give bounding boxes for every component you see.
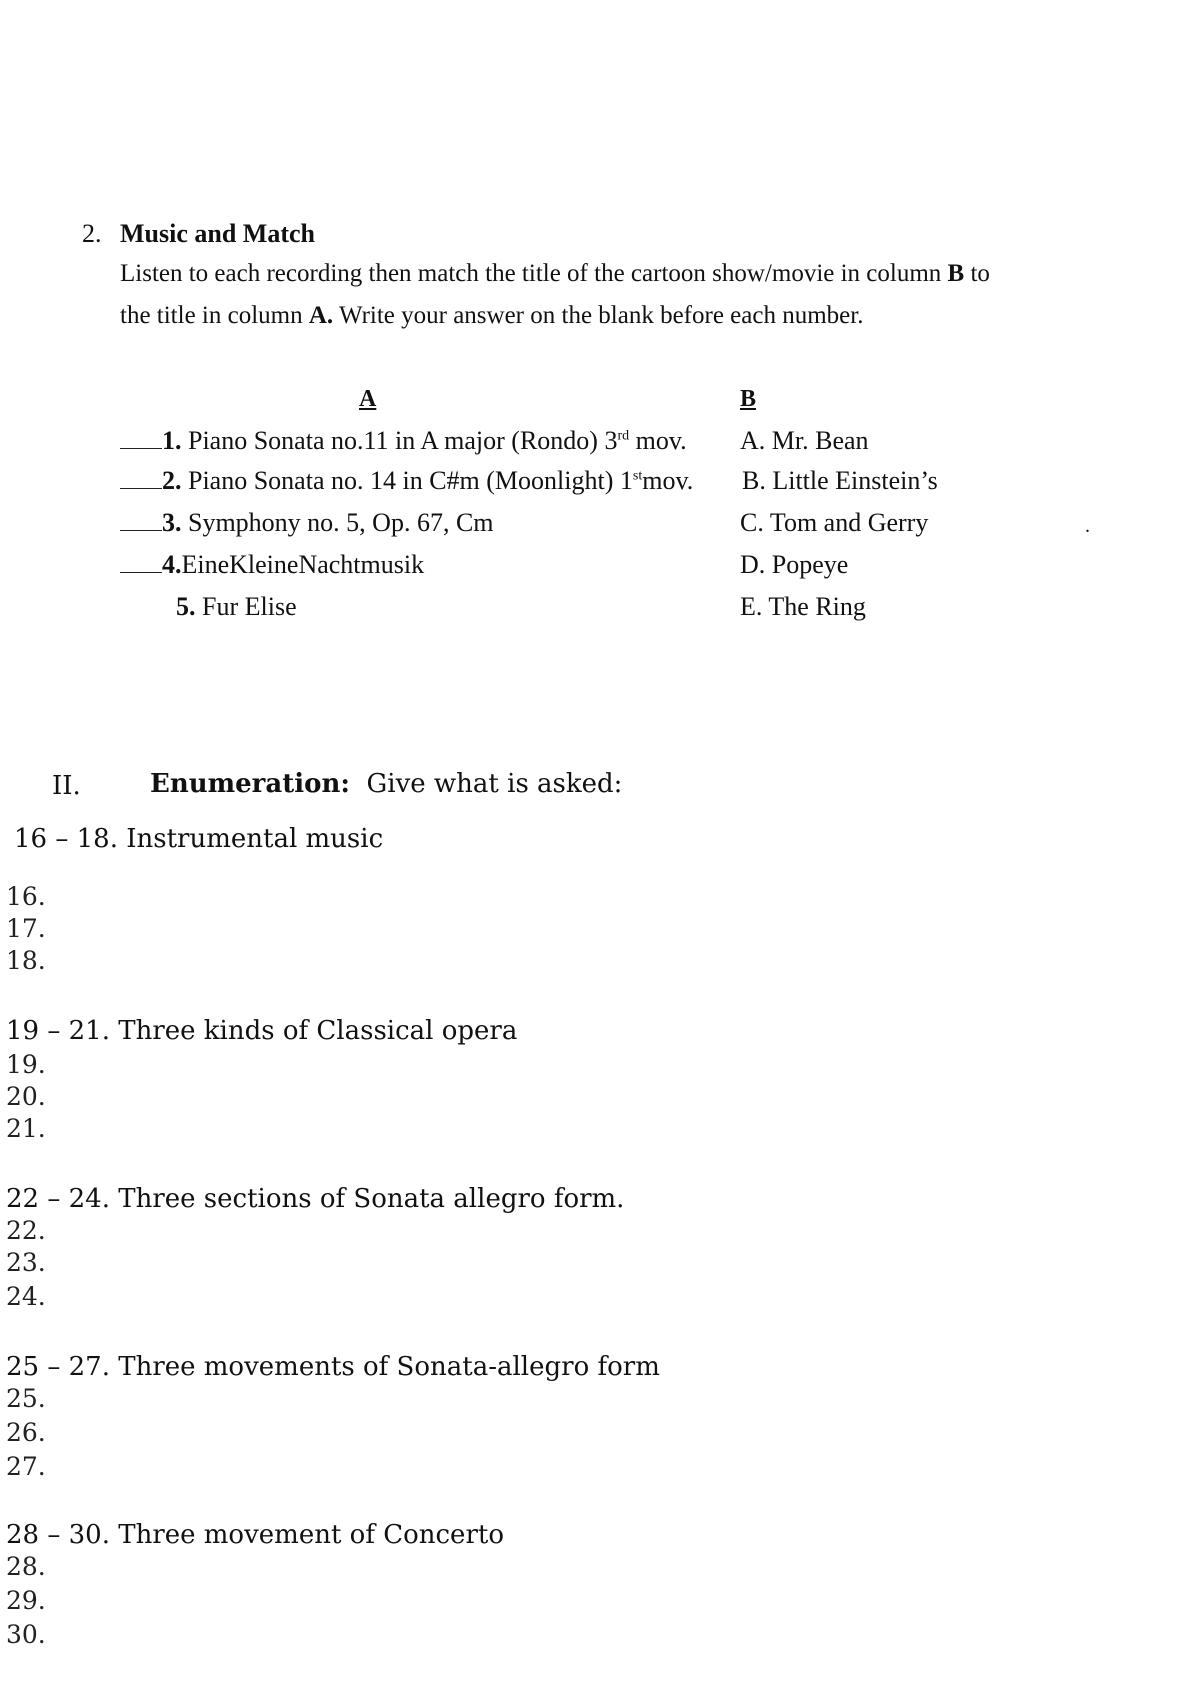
match-item-a-2 (120, 466, 693, 496)
match-item-b-5: E. The Ring (740, 592, 866, 621)
answer-number: 27. (6, 1452, 46, 1481)
instruction-bold: B (947, 260, 965, 287)
item-text: Piano Sonata no.11 in A major (Rondo) 3 (181, 426, 618, 455)
answer-number: 20. (6, 1082, 46, 1111)
item-number: 3. (162, 508, 182, 537)
stray-mark: . (1085, 515, 1090, 537)
item-superscript: rd (617, 428, 630, 444)
section-number: 2. (82, 219, 102, 248)
answer-number: 16. (6, 882, 46, 911)
section-title: Music and Match (120, 219, 315, 248)
answer-number: 28. (6, 1552, 46, 1581)
instruction-line-2 (120, 302, 863, 330)
match-item-a-4 (120, 550, 424, 580)
answer-blank[interactable] (120, 447, 162, 449)
answer-number: 30. (6, 1620, 46, 1649)
item-superscript: st (632, 468, 643, 484)
enumeration-title-bold: Enumeration: (150, 769, 350, 799)
enum-group-heading: 25 – 27. Three movements of Sonata-allegro form (6, 1352, 660, 1382)
item-text: Symphony no. 5, Op. 67, Cm (181, 508, 494, 537)
match-item-b-3: C. Tom and Gerry (740, 508, 929, 537)
answer-number: 18. (6, 946, 46, 975)
answer-number: 25. (6, 1384, 46, 1413)
item-number: 1. (162, 426, 182, 455)
column-b-header: B (740, 386, 757, 412)
enum-group-heading: 16 – 18. Instrumental music (14, 824, 384, 854)
enum-group-heading: 19 – 21. Three kinds of Classical opera (6, 1016, 518, 1046)
match-item-b-1: A. Mr. Bean (740, 426, 869, 455)
match-item-a-1 (120, 426, 687, 456)
enumeration-title-rest: Give what is asked: (366, 769, 623, 799)
match-item-a-3 (120, 508, 494, 538)
match-item-a-5 (176, 592, 297, 622)
answer-blank[interactable] (120, 529, 162, 531)
answer-number: 23. (6, 1248, 46, 1277)
column-a-header: A (359, 386, 377, 412)
item-number: 5. (176, 592, 196, 621)
match-item-b-2: B. Little Einstein’s (742, 466, 938, 495)
instruction-text: to (964, 260, 990, 287)
answer-number: 21. (6, 1114, 46, 1143)
enumeration-title (150, 769, 622, 799)
item-text-after: mov. (629, 426, 687, 455)
answer-number: 29. (6, 1586, 46, 1615)
answer-number: 17. (6, 914, 46, 943)
match-item-b-4: D. Popeye (740, 550, 849, 579)
item-number: 4. (162, 550, 182, 579)
item-text: Piano Sonata no. 14 in C#m (Moonlight) 1 (181, 466, 633, 495)
item-text: Fur Elise (195, 592, 297, 621)
answer-blank[interactable] (120, 487, 162, 489)
section-roman-numeral: II. (52, 771, 81, 801)
answer-number: 19. (6, 1050, 46, 1079)
instruction-line-1 (120, 260, 990, 288)
enum-group-heading: 22 – 24. Three sections of Sonata allegro form. (6, 1184, 625, 1214)
instruction-text: Listen to each recording then match the title of the cartoon show/movie in column (120, 260, 948, 287)
instruction-text: Write your answer on the blank before each number. (333, 302, 864, 329)
answer-number: 26. (6, 1418, 46, 1447)
item-text-after: mov. (642, 466, 694, 495)
instruction-text: the title in column (120, 302, 309, 329)
enum-group-heading: 28 – 30. Three movement of Concerto (6, 1520, 504, 1550)
answer-number: 22. (6, 1216, 46, 1245)
answer-blank[interactable] (120, 571, 162, 573)
item-text: EineKleineNachtmusik (181, 550, 425, 579)
item-number: 2. (162, 466, 182, 495)
instruction-bold: A. (308, 302, 334, 329)
answer-number: 24. (6, 1282, 46, 1311)
